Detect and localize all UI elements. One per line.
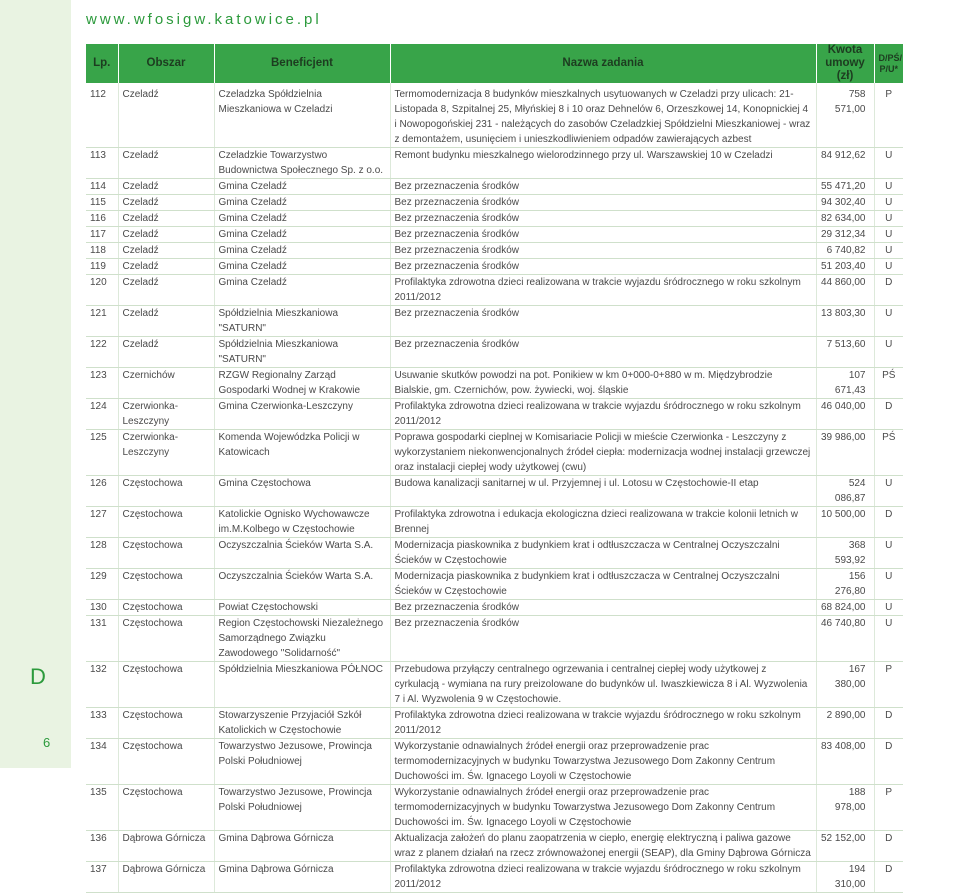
cell-kwota: 94 302,40 [816, 195, 874, 211]
table-row [86, 368, 903, 399]
cell-lp: 131 [86, 616, 118, 662]
cell-nazwa: Remont budynku mieszkalnego wielorodzinnego przy ul. Warszawskiej 10 w Czeladzi [390, 148, 816, 179]
cell-typ: D [874, 862, 903, 893]
cell-kwota: 51 203,40 [816, 259, 874, 275]
cell-beneficjent: Czeladzka Spółdzielnia Mieszkaniowa w Czeladzi [214, 83, 390, 148]
cell-lp: 117 [86, 227, 118, 243]
cell-beneficjent: Gmina Czeladź [214, 243, 390, 259]
cell-beneficjent: Gmina Dąbrowa Górnicza [214, 862, 390, 893]
cell-obszar: Częstochowa [118, 569, 214, 600]
cell-kwota: 68 824,00 [816, 600, 874, 616]
cell-lp: 128 [86, 538, 118, 569]
cell-beneficjent: Komenda Wojewódzka Policji w Katowicach [214, 430, 390, 476]
cell-nazwa: Bez przeznaczenia środków [390, 337, 816, 368]
cell-typ: D [874, 831, 903, 862]
cell-kwota: 7 513,60 [816, 337, 874, 368]
cell-nazwa: Bez przeznaczenia środków [390, 306, 816, 337]
cell-obszar: Częstochowa [118, 600, 214, 616]
cell-lp: 126 [86, 476, 118, 507]
cell-typ: D [874, 507, 903, 538]
cell-nazwa: Bez przeznaczenia środków [390, 259, 816, 275]
cell-kwota: 758 571,00 [816, 83, 874, 148]
cell-beneficjent: Gmina Czeladź [214, 211, 390, 227]
cell-lp: 119 [86, 259, 118, 275]
cell-kwota: 194 310,00 [816, 862, 874, 893]
cell-typ: D [874, 708, 903, 739]
cell-obszar: Czeladź [118, 148, 214, 179]
table-row [86, 785, 903, 831]
cell-typ: P [874, 785, 903, 831]
cell-beneficjent: Gmina Czeladź [214, 179, 390, 195]
table-row [86, 259, 903, 275]
col-header-obszar: Obszar [118, 44, 214, 83]
col-header-lp: Lp. [86, 44, 118, 83]
col-header-beneficjent: Beneficjent [214, 44, 390, 83]
cell-obszar: Częstochowa [118, 616, 214, 662]
page-number: 6 [43, 735, 51, 750]
cell-kwota: 156 276,80 [816, 569, 874, 600]
table-body [86, 83, 903, 893]
table-row [86, 337, 903, 368]
cell-beneficjent: Gmina Częstochowa [214, 476, 390, 507]
cell-obszar: Częstochowa [118, 476, 214, 507]
cell-beneficjent: RZGW Regionalny Zarząd Gospodarki Wodnej w Krakowie [214, 368, 390, 399]
cell-lp: 115 [86, 195, 118, 211]
cell-typ: U [874, 227, 903, 243]
table-row [86, 831, 903, 862]
table-row [86, 507, 903, 538]
cell-kwota: 167 380,00 [816, 662, 874, 708]
cell-typ: U [874, 259, 903, 275]
table-row [86, 83, 903, 148]
cell-lp: 129 [86, 569, 118, 600]
table-row [86, 275, 903, 306]
cell-lp: 124 [86, 399, 118, 430]
cell-beneficjent: Gmina Czeladź [214, 227, 390, 243]
cell-nazwa: Profilaktyka zdrowotna dzieci realizowana w trakcie wyjazdu śródrocznego w roku szkolnym 2011/2012 [390, 862, 816, 893]
table-row [86, 600, 903, 616]
cell-beneficjent: Powiat Częstochowski [214, 600, 390, 616]
cell-kwota: 107 671,43 [816, 368, 874, 399]
table-row [86, 708, 903, 739]
cell-nazwa: Usuwanie skutków powodzi na pot. Ponikiew w km 0+000-0+880 w m. Międzybrodzie Bialskie, gm. Czernichów, pow. żywiecki, woj. śląskie [390, 368, 816, 399]
cell-lp: 133 [86, 708, 118, 739]
cell-kwota: 188 978,00 [816, 785, 874, 831]
section-letter: D [30, 664, 46, 689]
cell-obszar: Czeladź [118, 275, 214, 306]
cell-obszar: Czeladź [118, 306, 214, 337]
col-header-kwota: Kwota umowy (zł) [816, 44, 874, 83]
cell-typ: P [874, 662, 903, 708]
cell-obszar: Czeladź [118, 195, 214, 211]
cell-nazwa: Bez przeznaczenia środków [390, 616, 816, 662]
cell-kwota: 29 312,34 [816, 227, 874, 243]
cell-nazwa: Modernizacja piaskownika z budynkiem krat i odtłuszczacza w Centralnej Oczyszczalni Ścieków w Częstochowie [390, 569, 816, 600]
cell-obszar: Czeladź [118, 211, 214, 227]
table-row [86, 430, 903, 476]
cell-lp: 118 [86, 243, 118, 259]
cell-beneficjent: Katolickie Ognisko Wychowawcze im.M.Kolbego w Częstochowie [214, 507, 390, 538]
cell-beneficjent: Region Częstochowski Niezależnego Samorządnego Związku Zawodowego "Solidarność" [214, 616, 390, 662]
cell-obszar: Częstochowa [118, 785, 214, 831]
table-row [86, 195, 903, 211]
cell-kwota: 52 152,00 [816, 831, 874, 862]
cell-lp: 136 [86, 831, 118, 862]
cell-beneficjent: Gmina Dąbrowa Górnicza [214, 831, 390, 862]
cell-kwota: 6 740,82 [816, 243, 874, 259]
cell-obszar: Dąbrowa Górnicza [118, 831, 214, 862]
cell-nazwa: Bez przeznaczenia środków [390, 211, 816, 227]
cell-typ: U [874, 243, 903, 259]
cell-kwota: 39 986,00 [816, 430, 874, 476]
cell-nazwa: Profilaktyka zdrowotna dzieci realizowana w trakcie wyjazdu śródrocznego w roku szkolnym 2011/2012 [390, 399, 816, 430]
cell-obszar: Czernichów [118, 368, 214, 399]
cell-beneficjent: Stowarzyszenie Przyjaciół Szkół Katolickich w Częstochowie [214, 708, 390, 739]
cell-nazwa: Modernizacja piaskownika z budynkiem krat i odtłuszczacza w Centralnej Oczyszczalni Ścieków w Częstochowie [390, 538, 816, 569]
cell-beneficjent: Gmina Czeladź [214, 195, 390, 211]
cell-beneficjent: Gmina Czeladź [214, 259, 390, 275]
cell-lp: 134 [86, 739, 118, 785]
cell-obszar: Czeladź [118, 337, 214, 368]
table-row [86, 538, 903, 569]
cell-beneficjent: Spółdzielnia Mieszkaniowa PÓŁNOC [214, 662, 390, 708]
cell-typ: P [874, 83, 903, 148]
cell-kwota: 2 890,00 [816, 708, 874, 739]
cell-beneficjent: Oczyszczalnia Ścieków Warta S.A. [214, 569, 390, 600]
cell-obszar: Czeladź [118, 179, 214, 195]
cell-obszar: Czeladź [118, 227, 214, 243]
cell-nazwa: Bez przeznaczenia środków [390, 227, 816, 243]
cell-typ: U [874, 306, 903, 337]
cell-kwota: 55 471,20 [816, 179, 874, 195]
cell-lp: 122 [86, 337, 118, 368]
cell-obszar: Częstochowa [118, 662, 214, 708]
cell-nazwa: Poprawa gospodarki cieplnej w Komisariacie Policji w mieście Czerwionka - Leszczyny z wykorzystaniem niekonwencjonalnych źródeł ciepła: modernizacja wodnej instalacji grzewczej oraz instalacji ciepłej wody użytkowej (cwu) [390, 430, 816, 476]
table-row [86, 662, 903, 708]
cell-nazwa: Bez przeznaczenia środków [390, 179, 816, 195]
table-header [86, 44, 903, 83]
cell-beneficjent: Oczyszczalnia Ścieków Warta S.A. [214, 538, 390, 569]
cell-typ: U [874, 476, 903, 507]
cell-typ: U [874, 195, 903, 211]
table-row [86, 179, 903, 195]
cell-lp: 123 [86, 368, 118, 399]
cell-beneficjent: Czeladzkie Towarzystwo Budownictwa Społecznego Sp. z o.o. [214, 148, 390, 179]
cell-kwota: 46 740,80 [816, 616, 874, 662]
table-row [86, 148, 903, 179]
cell-nazwa: Termomodernizacja 8 budynków mieszkalnych usytuowanych w Czeladzi przy ulicach: 21-Listopada 8, Szpitalnej 25, Młyńskiej 8 i 10 oraz Dehnelów 6, Orzeszkowej 14, Konopnickiej 4 i Nowopogońskiej 231 - należących do zasobów Czeladzkiej Spółdzielni Mieszkaniowej - wraz z demontażem, usunięciem i unieszkodliwieniem odpadów zawierających azbest [390, 83, 816, 148]
table-row [86, 862, 903, 893]
cell-kwota: 13 803,30 [816, 306, 874, 337]
cell-kwota: 84 912,62 [816, 148, 874, 179]
cell-lp: 116 [86, 211, 118, 227]
table-row [86, 306, 903, 337]
cell-kwota: 524 086,87 [816, 476, 874, 507]
grants-table [86, 44, 903, 893]
table-row [86, 616, 903, 662]
cell-typ: U [874, 148, 903, 179]
cell-beneficjent: Spółdzielnia Mieszkaniowa "SATURN" [214, 337, 390, 368]
cell-beneficjent: Gmina Czerwionka-Leszczyny [214, 399, 390, 430]
cell-nazwa: Wykorzystanie odnawialnych źródeł energii oraz przeprowadzenie prac termomodernizacyjnych w budynku Towarzystwa Jezusowego Dom Zakonny Centrum Duchowości im. Św. Ignacego Loyoli w Częstochowie [390, 785, 816, 831]
cell-obszar: Częstochowa [118, 507, 214, 538]
cell-nazwa: Bez przeznaczenia środków [390, 195, 816, 211]
cell-nazwa: Profilaktyka zdrowotna i edukacja ekologiczna dzieci realizowana w trakcie kolonii letnich w Brennej [390, 507, 816, 538]
cell-nazwa: Wykorzystanie odnawialnych źródeł energii oraz przeprowadzenie prac termomodernizacyjnych w budynku Towarzystwa Jezusowego Dom Zakonny Centrum Duchowości im. Św. Ignacego Loyoli w Częstochowie [390, 739, 816, 785]
cell-typ: U [874, 569, 903, 600]
cell-kwota: 83 408,00 [816, 739, 874, 785]
cell-obszar: Czerwionka-Leszczyny [118, 430, 214, 476]
cell-lp: 135 [86, 785, 118, 831]
cell-obszar: Czerwionka-Leszczyny [118, 399, 214, 430]
cell-kwota: 46 040,00 [816, 399, 874, 430]
cell-nazwa: Profilaktyka zdrowotna dzieci realizowana w trakcie wyjazdu śródrocznego w roku szkolnym 2011/2012 [390, 708, 816, 739]
table-row [86, 211, 903, 227]
table-row [86, 227, 903, 243]
table-row [86, 399, 903, 430]
cell-lp: 127 [86, 507, 118, 538]
cell-nazwa: Przebudowa przyłączy centralnego ogrzewania i centralnej ciepłej wody użytkowej z cyrkulacją - wymiana na rury preizolowane do budynków ul. Iwaszkiewicza 8 i Al. Wyzwolenia 7 i Al. Wyzwolenia 9 w Częstochowie. [390, 662, 816, 708]
cell-beneficjent: Towarzystwo Jezusowe, Prowincja Polski Południowej [214, 739, 390, 785]
cell-lp: 121 [86, 306, 118, 337]
cell-typ: D [874, 399, 903, 430]
col-header-nazwa: Nazwa zadania [390, 44, 816, 83]
cell-lp: 114 [86, 179, 118, 195]
table-row [86, 476, 903, 507]
col-header-typ: D/PŚ/ P/U* [874, 44, 903, 83]
cell-lp: 132 [86, 662, 118, 708]
cell-nazwa: Bez przeznaczenia środków [390, 600, 816, 616]
cell-beneficjent: Spółdzielnia Mieszkaniowa "SATURN" [214, 306, 390, 337]
cell-lp: 125 [86, 430, 118, 476]
cell-typ: PŚ [874, 368, 903, 399]
cell-beneficjent: Towarzystwo Jezusowe, Prowincja Polski Południowej [214, 785, 390, 831]
left-margin-bar [0, 0, 71, 768]
cell-typ: PŚ [874, 430, 903, 476]
cell-obszar: Częstochowa [118, 739, 214, 785]
table-row [86, 569, 903, 600]
cell-typ: U [874, 600, 903, 616]
cell-nazwa: Aktualizacja założeń do planu zaopatrzenia w ciepło, energię elektryczną i paliwa gazowe wraz z planem działań na rzecz zrównoważonej energii (SEAP), dla Gminy Dąbrowa Górnicza [390, 831, 816, 862]
cell-obszar: Czeladź [118, 243, 214, 259]
cell-beneficjent: Gmina Czeladź [214, 275, 390, 306]
cell-lp: 120 [86, 275, 118, 306]
cell-kwota: 44 860,00 [816, 275, 874, 306]
table-row [86, 243, 903, 259]
cell-lp: 130 [86, 600, 118, 616]
cell-kwota: 368 593,92 [816, 538, 874, 569]
cell-typ: U [874, 337, 903, 368]
cell-typ: D [874, 275, 903, 306]
cell-obszar: Częstochowa [118, 538, 214, 569]
cell-obszar: Czeladź [118, 259, 214, 275]
cell-nazwa: Budowa kanalizacji sanitarnej w ul. Przyjemnej i ul. Lotosu w Częstochowie-II etap [390, 476, 816, 507]
cell-typ: D [874, 739, 903, 785]
cell-lp: 137 [86, 862, 118, 893]
cell-kwota: 10 500,00 [816, 507, 874, 538]
cell-lp: 112 [86, 83, 118, 148]
table-row [86, 739, 903, 785]
cell-nazwa: Profilaktyka zdrowotna dzieci realizowana w trakcie wyjazdu śródrocznego w roku szkolnym 2011/2012 [390, 275, 816, 306]
cell-lp: 113 [86, 148, 118, 179]
cell-obszar: Częstochowa [118, 708, 214, 739]
cell-nazwa: Bez przeznaczenia środków [390, 243, 816, 259]
cell-typ: U [874, 538, 903, 569]
cell-kwota: 82 634,00 [816, 211, 874, 227]
cell-typ: U [874, 616, 903, 662]
cell-obszar: Dąbrowa Górnicza [118, 862, 214, 893]
cell-typ: U [874, 211, 903, 227]
cell-obszar: Czeladź [118, 83, 214, 148]
cell-typ: U [874, 179, 903, 195]
header-url[interactable]: www.wfosigw.katowice.pl [86, 11, 322, 28]
